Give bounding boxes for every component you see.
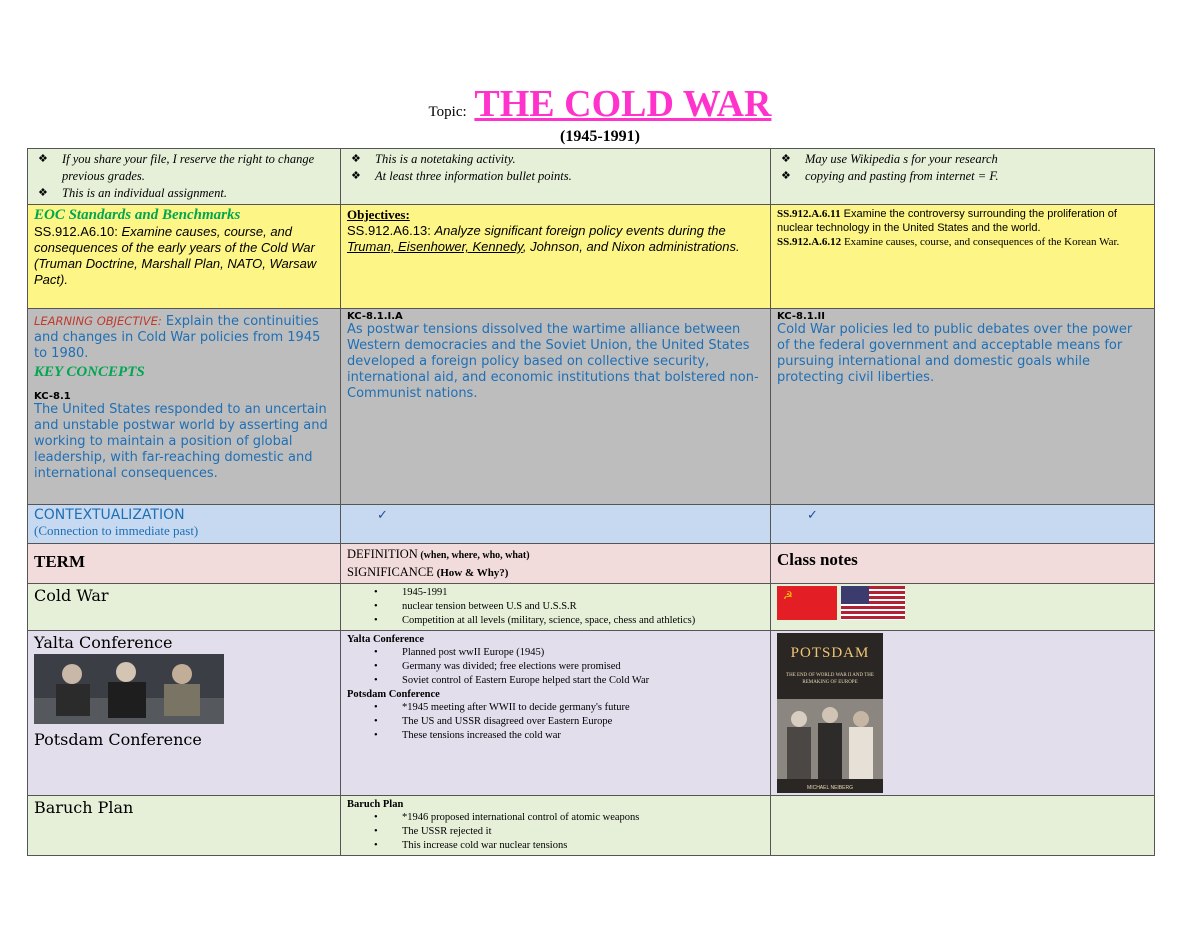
term-name: Cold War (34, 586, 109, 605)
benchmark-1-text: Examine the controversy surrounding the proliferation of nuclear technology in the United States and the world. (777, 208, 1117, 234)
list-item: • The US and USSR disagreed over Eastern Europe (347, 715, 764, 729)
definition-subheading: Baruch Plan (347, 799, 404, 810)
notes-cell (771, 631, 1155, 796)
context-check-cell (771, 505, 1155, 544)
definition-label: DEFINITION (347, 547, 418, 561)
page-header (0, 82, 1200, 146)
kc-label: KC-8.1 (34, 391, 71, 402)
kc-text: The United States responded to an uncertain and unstable postwar world by asserting and working to maintain a position of global leadership, with far-reaching domestic and international consequences. (34, 402, 328, 481)
term-name: Baruch Plan (34, 798, 134, 817)
benchmarks-cell (771, 205, 1155, 309)
rules-cell-1 (28, 149, 341, 205)
notes-cell (771, 796, 1155, 856)
lo-text: Explain the continuities and changes in Cold War policies from 1945 to 1980. (34, 314, 321, 361)
kc-text: As postwar tensions dissolved the wartime alliance between Western democracies and the Soviet Union, the United States developed a foreign policy based on collective security, international aid, and economic institutions that bolstered non-Communist nations. (347, 322, 759, 401)
objective-presidents: Truman, Eisenhower, Kennedy (347, 239, 523, 254)
lo-label: LEARNING OBJECTIVE: (34, 314, 162, 328)
term-cell (28, 584, 341, 631)
objective-text-1: Analyze significant foreign policy events during the (434, 223, 726, 238)
book-photo (777, 699, 883, 779)
objective-text-2: , Johnson, and Nixon administrations. (522, 239, 740, 254)
significance-header (347, 564, 764, 581)
rule-item: ❖ May use Wikipedia s for your research (777, 151, 1148, 168)
list-item: • Planned post wwII Europe (1945) (347, 646, 764, 660)
flags-image (777, 586, 907, 622)
rules-row (28, 149, 1155, 205)
contextualization-title: CONTEXTUALIZATION (34, 507, 185, 523)
class-notes-header: Class notes (777, 550, 858, 569)
list-item: • *1946 proposed international control of atomic weapons (347, 811, 764, 825)
list-item: • The USSR rejected it (347, 825, 764, 839)
definition-list (347, 811, 764, 853)
contextualization-subtitle: (Connection to immediate past) (34, 523, 199, 538)
contextualization-cell (28, 505, 341, 544)
key-concepts-heading: KEY CONCEPTS (34, 364, 145, 380)
term-header: TERM (34, 552, 85, 571)
topic-label: Topic: (428, 104, 467, 120)
table-header-row (28, 544, 1155, 584)
context-check-cell (341, 505, 771, 544)
eoc-heading: EOC Standards and Benchmarks (34, 207, 241, 223)
ussr-flag-icon (777, 586, 837, 620)
years-subtitle: (1945-1991) (560, 128, 640, 145)
table-row (28, 631, 1155, 796)
list-item: • This increase cold war nuclear tensions (347, 839, 764, 853)
yalta-photo (34, 654, 224, 724)
rule-item: ❖ copying and pasting from internet = F. (777, 168, 1148, 185)
kc-label: KC-8.1.II (777, 311, 825, 322)
list-item: • Germany was divided; free elections were promised (347, 660, 764, 674)
term-cell (28, 631, 341, 796)
rule-item: ❖ At least three information bullet points. (347, 168, 764, 185)
kc-text: Cold War policies led to public debates over the power of the federal government and acceptable means for pursuing international and domestic goals while protecting civil liberties. (777, 322, 1133, 385)
significance-hint: (How & Why?) (433, 567, 509, 579)
concepts-cell-1 (28, 309, 341, 505)
checkmark-icon: ✓ (807, 507, 818, 522)
kc-label: KC-8.1.I.A (347, 311, 403, 322)
us-flag-icon (841, 586, 905, 620)
definition-header-cell (341, 544, 771, 584)
rule-item: ❖ This is an individual assignment. (34, 185, 334, 202)
definition-cell (341, 796, 771, 856)
eoc-text (34, 224, 334, 288)
benchmark-2 (777, 235, 1148, 249)
book-author: MICHAEL NEIBERG (807, 785, 853, 791)
concepts-cell-3 (771, 309, 1155, 505)
benchmark-1-code: SS.912.A.6.11 (777, 208, 841, 220)
definition-subheading: Yalta Conference (347, 634, 425, 645)
checkmark-icon: ✓ (377, 507, 388, 522)
potsdam-book-cover (777, 633, 883, 793)
concepts-cell-2 (341, 309, 771, 505)
topic-line (0, 82, 1200, 126)
objective-code: SS.912.A6.13: (347, 223, 431, 238)
definition-cell (341, 584, 771, 631)
rules-cell-2 (341, 149, 771, 205)
page-title: THE COLD WAR (474, 83, 772, 125)
notes-table (27, 148, 1155, 856)
term-name: Yalta Conference (34, 633, 173, 652)
eoc-cell (28, 205, 341, 309)
benchmark-2-text: Examine causes, course, and consequences of the Korean War. (841, 236, 1120, 248)
contextualization-row (28, 505, 1155, 544)
objectives-text (347, 223, 764, 255)
book-title: POTSDAM (790, 645, 870, 661)
significance-label: SIGNIFICANCE (347, 565, 434, 579)
benchmark-1 (777, 207, 1148, 235)
list-item: • *1945 meeting after WWII to decide germany's future (347, 701, 764, 715)
definition-list (347, 701, 764, 743)
notes-header-cell (771, 544, 1155, 584)
standards-row (28, 205, 1155, 309)
definition-hint: (when, where, who, what) (417, 550, 530, 561)
list-item: • Competition at all levels (military, science, space, chess and athletics) (347, 614, 764, 628)
table-row (28, 584, 1155, 631)
definition-list (347, 586, 764, 628)
list-item: • nuclear tension between U.S and U.S.S.R (347, 600, 764, 614)
rule-item: ❖ This is a notetaking activity. (347, 151, 764, 168)
term-name: Potsdam Conference (34, 730, 202, 749)
rules-cell-3 (771, 149, 1155, 205)
rule-item: ❖ If you share your file, I reserve the right to change previous grades. (34, 151, 334, 185)
eoc-description: Examine causes, course, and consequences of the early years of the Cold War (Truman Doctrine, Marshall Plan, NATO, Warsaw Pact). (34, 224, 317, 287)
term-cell (28, 796, 341, 856)
definition-cell (341, 631, 771, 796)
notes-cell (771, 584, 1155, 631)
objectives-heading: Objectives: (347, 207, 410, 222)
list-item: • Soviet control of Eastern Europe helped start the Cold War (347, 674, 764, 688)
learning-objective (34, 313, 334, 362)
benchmark-2-code: SS.912.A.6.12 (777, 236, 842, 248)
concepts-row (28, 309, 1155, 505)
objectives-cell (341, 205, 771, 309)
list-item: • 1945-1991 (347, 586, 764, 600)
table-row (28, 796, 1155, 856)
definition-subheading: Potsdam Conference (347, 689, 440, 700)
list-item: • These tensions increased the cold war (347, 729, 764, 743)
definition-list (347, 646, 764, 688)
eoc-code: SS.912.A6.10: (34, 224, 118, 239)
svg-text:☭: ☭ (783, 589, 793, 602)
term-header-cell (28, 544, 341, 584)
book-subtitle: THE END OF WORLD WAR II AND THE REMAKING OF EUROPE (786, 673, 874, 685)
definition-header (347, 546, 764, 564)
